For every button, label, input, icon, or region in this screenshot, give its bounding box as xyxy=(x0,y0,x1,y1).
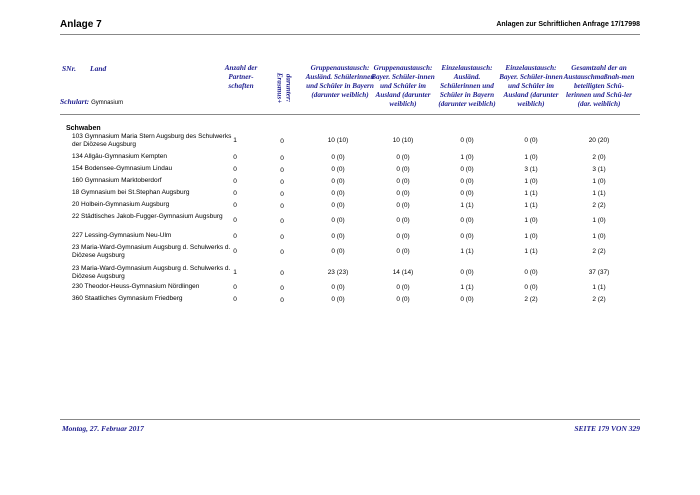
cell-e2: 1 (0) xyxy=(524,233,538,240)
cell-erasmus: 0 xyxy=(280,203,284,210)
cell-e2: 2 (2) xyxy=(524,296,538,303)
cell-e2: 1 (1) xyxy=(524,202,538,209)
school-name: 230 Theodor-Heuss-Gymnasium Nördlingen xyxy=(72,283,200,290)
cell-g1: 10 (10) xyxy=(327,137,349,144)
school-name: 22 Städtisches Jakob-Fugger-Gymnasium Augsburg xyxy=(72,213,223,220)
cell-e1: 0 (0) xyxy=(460,269,474,276)
cell-e2: 1 (1) xyxy=(524,248,538,255)
cell-total: 3 (1) xyxy=(592,166,606,173)
col-land: Land xyxy=(90,64,107,73)
cell-g1: 0 (0) xyxy=(331,154,345,161)
footer-date: Montag, 27. Februar 2017 xyxy=(62,424,144,433)
cell-g1: 23 (23) xyxy=(327,269,349,276)
cell-g2: 0 (0) xyxy=(396,178,410,185)
header-rule xyxy=(60,34,640,35)
cell-e2: 0 (0) xyxy=(524,137,538,144)
col-partner: Anzahl der Partner-schaften xyxy=(224,64,258,90)
cell-g1: 0 (0) xyxy=(331,233,345,240)
cell-erasmus: 0 xyxy=(280,167,284,174)
cell-total: 1 (0) xyxy=(592,217,606,224)
cell-partner: 0 xyxy=(233,284,237,291)
cell-erasmus: 0 xyxy=(280,179,284,186)
cell-e1: 1 (1) xyxy=(460,248,474,255)
cell-erasmus: 0 xyxy=(280,249,284,256)
cell-total: 20 (20) xyxy=(588,137,610,144)
footer-page: SEITE 179 VON 329 xyxy=(574,424,640,433)
cell-e1: 0 (0) xyxy=(460,233,474,240)
col-gesamt: Gesamtzahl der an Austauschmaßnah-men beteiligten Schü-lerinnen und Schü-ler (dar. weiblich) xyxy=(563,64,635,108)
footer-rule xyxy=(60,419,640,420)
cell-e2: 0 (0) xyxy=(524,284,538,291)
cell-partner: 0 xyxy=(233,166,237,173)
cell-erasmus: 0 xyxy=(280,218,284,225)
cell-e2: 3 (1) xyxy=(524,166,538,173)
cell-g1: 0 (0) xyxy=(331,178,345,185)
cell-partner: 0 xyxy=(233,154,237,161)
cell-erasmus: 0 xyxy=(280,155,284,162)
cell-e2: 1 (1) xyxy=(524,190,538,197)
col-ein-ausl: Einzelaustausch: Ausländ. Schülerinnen und Schüler in Bayern (darunter weiblich) xyxy=(438,64,496,108)
region-title: Schwaben xyxy=(66,125,101,132)
cell-erasmus: 0 xyxy=(280,191,284,198)
cell-total: 2 (2) xyxy=(592,296,606,303)
school-name: 23 Maria-Ward-Gymnasium Augsburg d. Schulwerks d. Diözese Augsburg xyxy=(72,265,231,280)
cell-e2: 1 (0) xyxy=(524,217,538,224)
cell-e1: 1 (1) xyxy=(460,284,474,291)
col-erasmus-line1: darunter: xyxy=(284,73,293,103)
cell-erasmus: 0 xyxy=(280,138,284,145)
cell-g2: 0 (0) xyxy=(396,154,410,161)
school-name: 23 Maria-Ward-Gymnasium Augsburg d. Schulwerks d. Diözese Augsburg xyxy=(72,244,231,259)
document-title: Anlage 7 xyxy=(60,19,102,30)
cell-g1: 0 (0) xyxy=(331,217,345,224)
cell-erasmus: 0 xyxy=(280,234,284,241)
cell-g2: 0 (0) xyxy=(396,248,410,255)
col-grp-bay: Gruppenaustausch: Bayer. Schüler-innen und Schüler im Ausland (darunter weiblich) xyxy=(371,64,435,108)
col-snr: SNr. xyxy=(62,64,76,73)
cell-g2: 0 (0) xyxy=(396,166,410,173)
cell-total: 1 (1) xyxy=(592,190,606,197)
cell-g2: 0 (0) xyxy=(396,190,410,197)
cell-erasmus: 0 xyxy=(280,285,284,292)
col-erasmus xyxy=(266,70,302,106)
cell-g1: 0 (0) xyxy=(331,284,345,291)
cell-partner: 0 xyxy=(233,248,237,255)
cell-g2: 0 (0) xyxy=(396,284,410,291)
document-reference: Anlagen zur Schriftlichen Anfrage 17/17998 xyxy=(496,21,640,28)
schulart-value: Gymnasium xyxy=(91,100,124,106)
cell-e1: 0 (0) xyxy=(460,190,474,197)
cell-g2: 10 (10) xyxy=(392,137,414,144)
col-grp-ausl: Gruppenaustausch: Ausländ. Schülerinnen und Schüler in Bayern (darunter weiblich) xyxy=(305,64,375,99)
cell-e2: 1 (0) xyxy=(524,178,538,185)
cell-partner: 0 xyxy=(233,233,237,240)
cell-e2: 0 (0) xyxy=(524,269,538,276)
school-name: 360 Staatliches Gymnasium Friedberg xyxy=(72,295,183,302)
cell-partner: 1 xyxy=(233,137,237,144)
cell-total: 1 (0) xyxy=(592,178,606,185)
cell-g1: 0 (0) xyxy=(331,202,345,209)
cell-erasmus: 0 xyxy=(280,297,284,304)
cell-total: 37 (37) xyxy=(588,269,610,276)
col-ein-bay: Einzelaustausch: Bayer. Schüler-innen und Schüler im Ausland (darunter weiblich) xyxy=(499,64,563,108)
cell-partner: 0 xyxy=(233,217,237,224)
school-name: 134 Allgäu-Gymnasium Kempten xyxy=(72,153,168,160)
cell-total: 2 (0) xyxy=(592,154,606,161)
school-name: 160 Gymnasium Marktoberdorf xyxy=(72,177,162,184)
table-head-rule xyxy=(60,114,640,115)
schulart-label xyxy=(60,97,123,106)
cell-partner: 0 xyxy=(233,178,237,185)
school-name: 18 Gymnasium bei St.Stephan Augsburg xyxy=(72,189,190,196)
cell-e2: 1 (0) xyxy=(524,154,538,161)
school-name: 103 Gymnasium Maria Stern Augsburg des Schulwerks der Diözese Augsburg xyxy=(72,133,232,148)
cell-total: 2 (2) xyxy=(592,248,606,255)
cell-partner: 0 xyxy=(233,190,237,197)
cell-g2: 0 (0) xyxy=(396,217,410,224)
cell-g1: 0 (0) xyxy=(331,190,345,197)
cell-g2: 14 (14) xyxy=(392,269,414,276)
cell-g2: 0 (0) xyxy=(396,296,410,303)
cell-erasmus: 0 xyxy=(280,270,284,277)
cell-g1: 0 (0) xyxy=(331,248,345,255)
col-erasmus-text xyxy=(276,73,293,103)
school-name: 227 Lessing-Gymnasium Neu-Ulm xyxy=(72,232,172,239)
cell-partner: 0 xyxy=(233,296,237,303)
col-erasmus-line2: Erasmus+ xyxy=(276,72,284,104)
cell-g1: 0 (0) xyxy=(331,296,345,303)
cell-e1: 1 (0) xyxy=(460,154,474,161)
cell-total: 1 (0) xyxy=(592,233,606,240)
cell-total: 1 (1) xyxy=(592,284,606,291)
cell-e1: 1 (1) xyxy=(460,202,474,209)
cell-partner: 0 xyxy=(233,202,237,209)
cell-e1: 0 (0) xyxy=(460,178,474,185)
cell-e1: 0 (0) xyxy=(460,296,474,303)
schulart-label-text: Schulart: xyxy=(60,97,90,106)
school-name: 20 Holbein-Gymnasium Augsburg xyxy=(72,201,170,208)
cell-e1: 0 (0) xyxy=(460,137,474,144)
cell-g1: 0 (0) xyxy=(331,166,345,173)
cell-g2: 0 (0) xyxy=(396,233,410,240)
cell-e1: 0 (0) xyxy=(460,217,474,224)
cell-g2: 0 (0) xyxy=(396,202,410,209)
cell-partner: 1 xyxy=(233,269,237,276)
cell-total: 2 (2) xyxy=(592,202,606,209)
school-name: 154 Bodensee-Gymnasium Lindau xyxy=(72,165,173,172)
cell-e1: 0 (0) xyxy=(460,166,474,173)
